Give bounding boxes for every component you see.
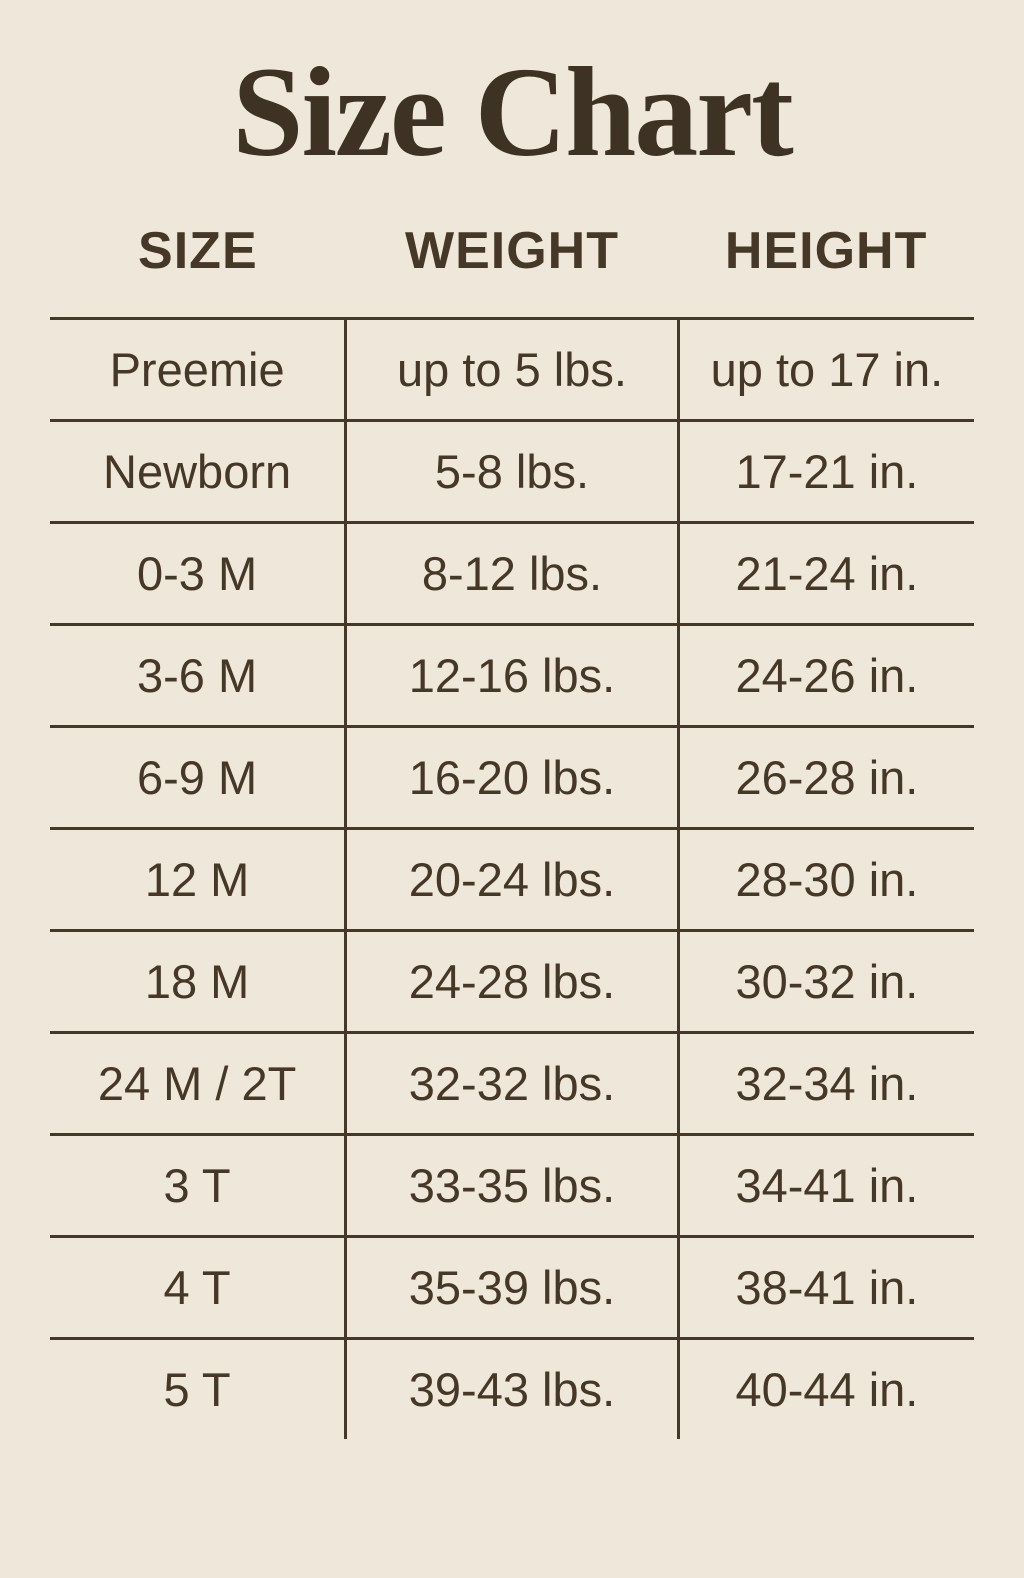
table-row <box>50 930 974 1032</box>
table-row <box>50 1236 974 1338</box>
column-header-height: HEIGHT <box>678 221 974 319</box>
table-cell: 4 T <box>50 1236 346 1338</box>
table-cell: 38-41 in. <box>678 1236 974 1338</box>
table-body <box>50 318 974 1439</box>
table-cell: 3-6 M <box>50 624 346 726</box>
table-cell: 26-28 in. <box>678 726 974 828</box>
table-cell: 24 M / 2T <box>50 1032 346 1134</box>
size-chart-table <box>50 221 974 1439</box>
table-cell: 40-44 in. <box>678 1338 974 1439</box>
table-cell: 21-24 in. <box>678 522 974 624</box>
table-cell: 18 M <box>50 930 346 1032</box>
table-cell: 16-20 lbs. <box>346 726 679 828</box>
table-cell: up to 5 lbs. <box>346 318 679 420</box>
table-cell: 6-9 M <box>50 726 346 828</box>
table-row <box>50 624 974 726</box>
table-row <box>50 828 974 930</box>
header-row <box>50 221 974 319</box>
table-cell: 33-35 lbs. <box>346 1134 679 1236</box>
table-cell: 5-8 lbs. <box>346 420 679 522</box>
table-cell: 24-28 lbs. <box>346 930 679 1032</box>
size-chart-page <box>0 42 1024 1578</box>
table-cell: 20-24 lbs. <box>346 828 679 930</box>
table-row <box>50 522 974 624</box>
table-cell: 5 T <box>50 1338 346 1439</box>
table-cell: up to 17 in. <box>678 318 974 420</box>
table-row <box>50 420 974 522</box>
table-cell: 35-39 lbs. <box>346 1236 679 1338</box>
table-cell: 24-26 in. <box>678 624 974 726</box>
table-cell: 0-3 M <box>50 522 346 624</box>
table-cell: 12-16 lbs. <box>346 624 679 726</box>
column-header-size: SIZE <box>50 221 346 319</box>
table-cell: 39-43 lbs. <box>346 1338 679 1439</box>
table-cell: Preemie <box>109 342 285 396</box>
table-cell: 34-41 in. <box>678 1134 974 1236</box>
table-cell: 12 M <box>50 828 346 930</box>
table-cell: 32-34 in. <box>678 1032 974 1134</box>
table-cell: 3 T <box>50 1134 346 1236</box>
table-row <box>50 318 974 420</box>
table-cell: 28-30 in. <box>678 828 974 930</box>
table-cell: 32-32 lbs. <box>346 1032 679 1134</box>
table-row <box>50 1134 974 1236</box>
table-row <box>50 1032 974 1134</box>
table-row <box>50 1338 974 1439</box>
table-cell: 30-32 in. <box>678 930 974 1032</box>
column-header-weight: WEIGHT <box>346 221 679 319</box>
table-row <box>50 726 974 828</box>
table-cell: Newborn <box>50 420 346 522</box>
table-cell: 17-21 in. <box>678 420 974 522</box>
page-title: Size Chart <box>232 41 792 183</box>
table-cell: 8-12 lbs. <box>346 522 679 624</box>
